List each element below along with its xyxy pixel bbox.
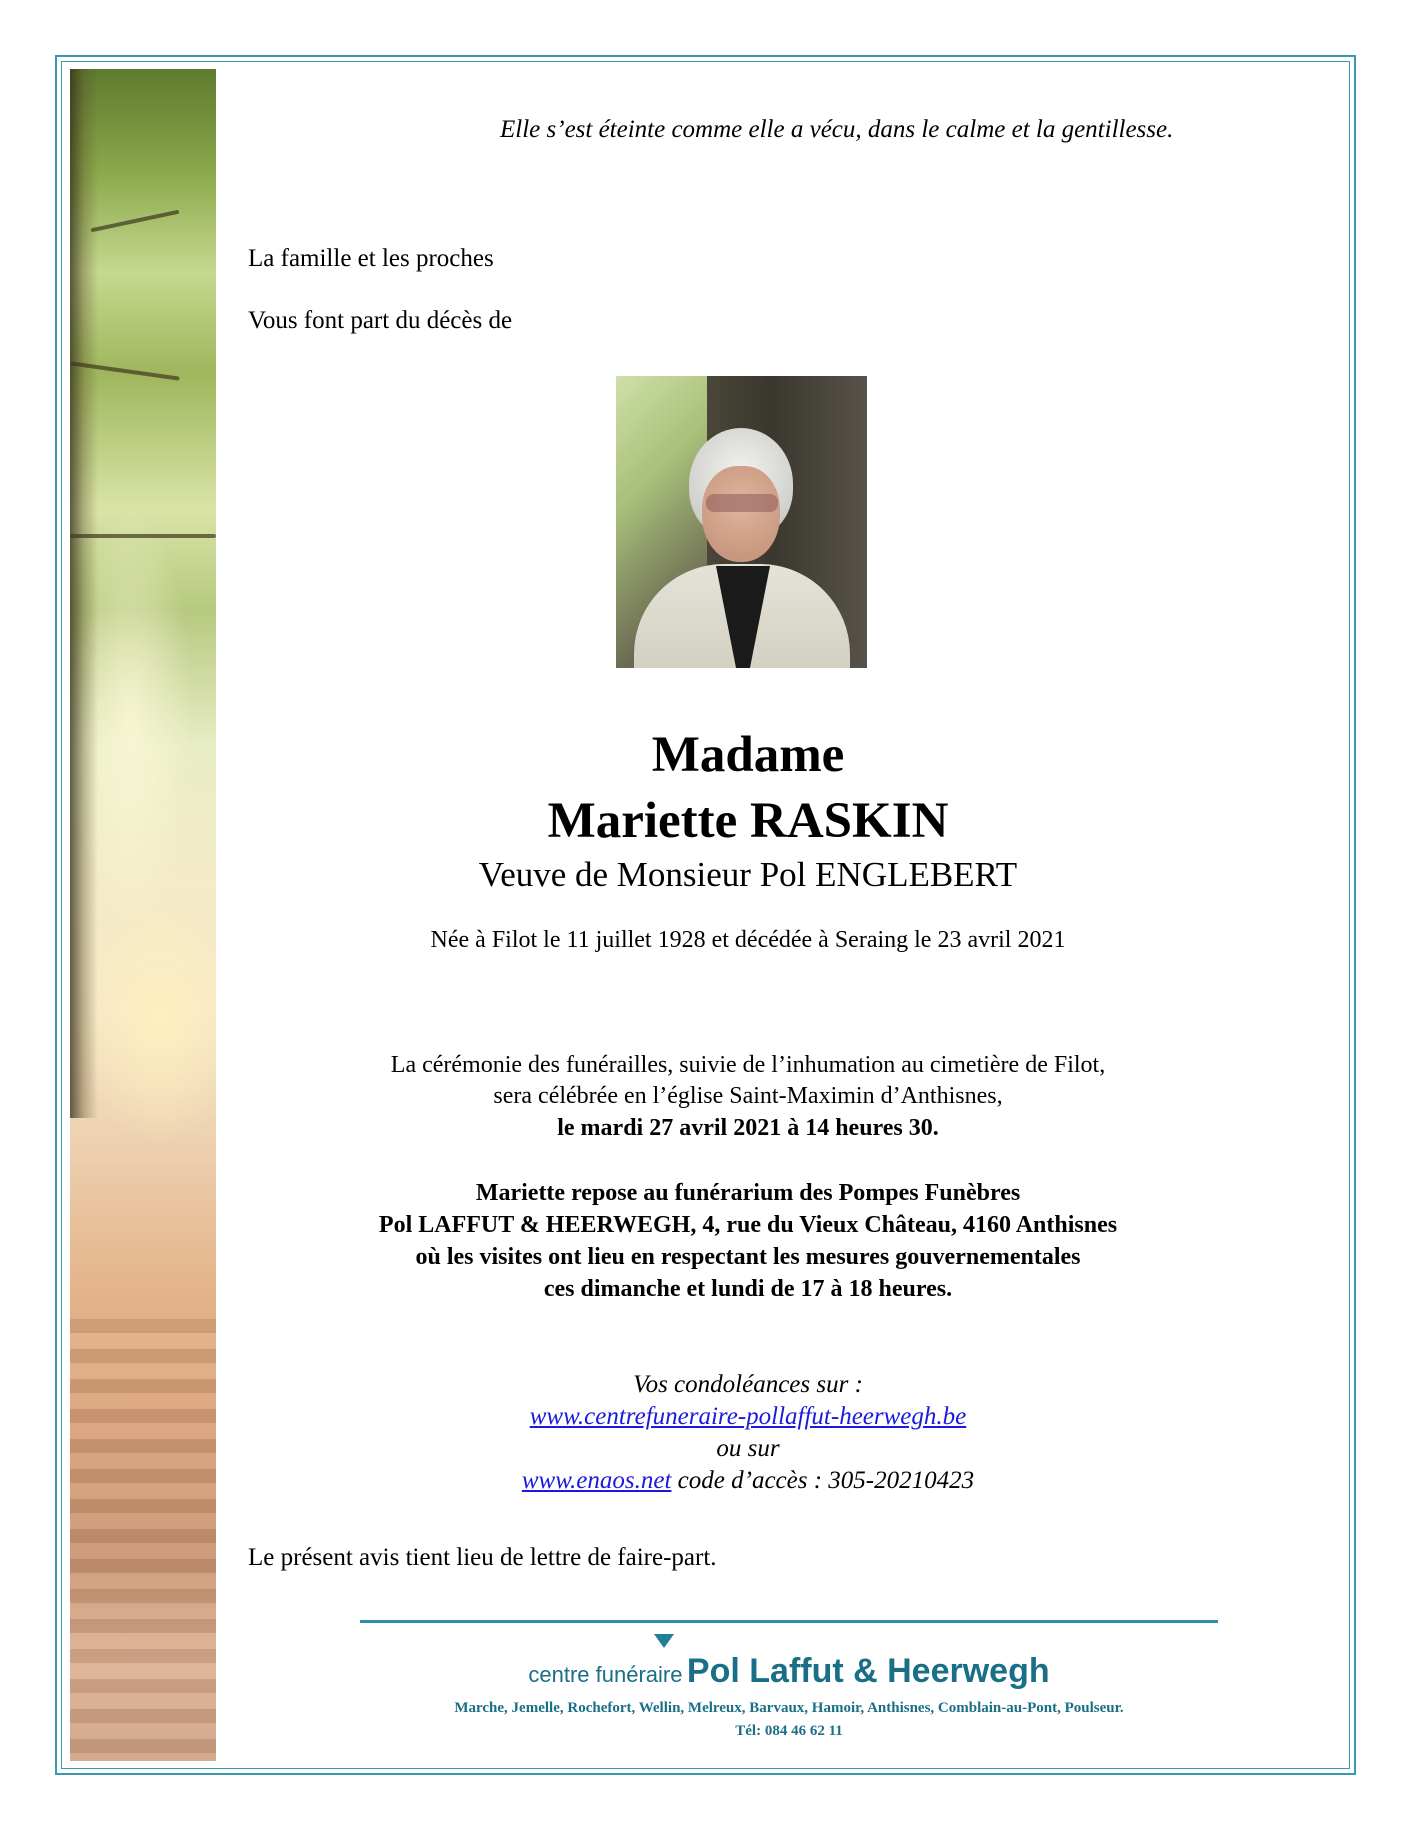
footer-logo xyxy=(360,1652,1218,1691)
ceremony-date: le mardi 27 avril 2021 à 14 heures 30. xyxy=(557,1115,939,1141)
photo-face xyxy=(702,466,780,562)
logo-tagline: centre funéraire xyxy=(528,1662,683,1687)
footer-phone: Tél: 084 46 62 11 xyxy=(735,1723,843,1739)
deceased-name: Mariette RASKIN xyxy=(547,793,949,849)
footer-locations: Marche, Jemelle, Rochefort, Wellin, Melreux, Barvaux, Hamoir, Anthisnes, Comblain-au-Pont, Poulseur. xyxy=(454,1700,1124,1716)
footer-divider xyxy=(360,1620,1218,1623)
repose-visiting-hours: ces dimanche et lundi de 17 à 18 heures. xyxy=(543,1276,953,1302)
deceased-title: Madame xyxy=(651,727,845,783)
access-code: code d’accès : 305-20210423 xyxy=(671,1467,975,1494)
deceased-widow-of: Veuve de Monsieur Pol ENGLEBERT xyxy=(478,855,1018,894)
logo-company-name: Pol Laffut & Heerwegh xyxy=(686,1652,1050,1690)
decorative-forest-image xyxy=(70,69,216,1761)
closing-note: Le présent avis tient lieu de lettre de faire-part. xyxy=(248,1544,717,1571)
intro-announcement: Vous font part du décès de xyxy=(248,307,513,334)
condolences-link-funeral-center[interactable]: www.centrefuneraire-pollaffut-heerwegh.be xyxy=(529,1403,967,1430)
condolences-label: Vos condoléances sur : xyxy=(633,1371,863,1398)
path-shadow-shape xyxy=(70,1319,216,1761)
condolences-link-enaos[interactable]: www.enaos.net xyxy=(521,1467,672,1494)
repose-line: Mariette repose au funérarium des Pompes Funèbres xyxy=(475,1180,1021,1206)
tree-branch-shape xyxy=(70,534,216,538)
tree-branch-shape xyxy=(91,210,180,233)
logo-arrow-icon xyxy=(654,1634,674,1648)
condolences-or: ou sur xyxy=(716,1435,780,1462)
repose-address: Pol LAFFUT & HEERWEGH, 4, rue du Vieux Château, 4160 Anthisnes xyxy=(378,1212,1118,1238)
portrait-photo xyxy=(616,376,867,668)
repose-line: où les visites ont lieu en respectant les mesures gouvernementales xyxy=(415,1244,1081,1270)
condolences-enaos-row xyxy=(248,1467,1248,1495)
photo-glasses xyxy=(706,494,778,512)
intro-family: La famille et les proches xyxy=(248,245,494,272)
tree-trunk-shape xyxy=(70,69,98,1118)
deceased-dates: Née à Filot le 11 juillet 1928 et décédée à Seraing le 23 avril 2021 xyxy=(430,927,1066,953)
ceremony-line: La cérémonie des funérailles, suivie de l’inhumation au cimetière de Filot, xyxy=(390,1052,1106,1078)
epitaph-quote: Elle s’est éteinte comme elle a vécu, dans le calme et la gentillesse. xyxy=(500,116,1174,143)
condolences-link-row xyxy=(248,1403,1248,1431)
ceremony-line: sera célébrée en l’église Saint-Maximin d’Anthisnes, xyxy=(493,1083,1003,1109)
